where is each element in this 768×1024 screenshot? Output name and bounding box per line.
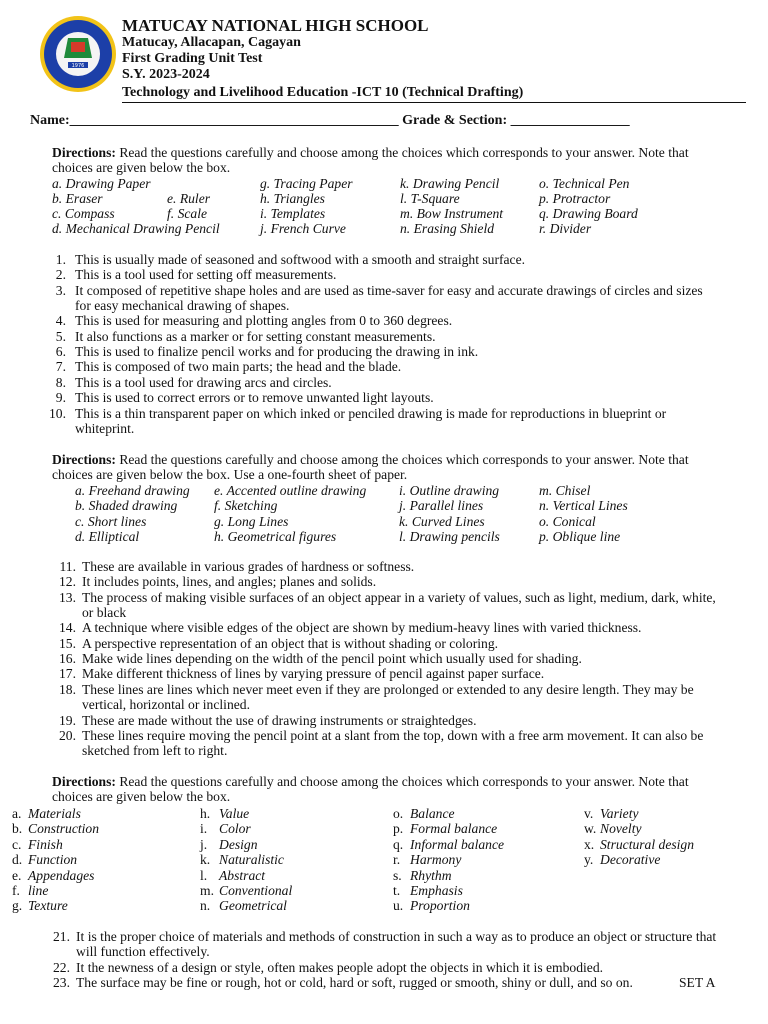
header-divider (122, 102, 746, 103)
choice-item: n. Vertical Lines (539, 498, 628, 513)
section1-directions: Directions: Read the questions carefully and choose among the choices which corresponds to your answer. Note that choices are given below the box. (52, 145, 689, 176)
choice-item: k. Drawing Pencil (400, 176, 500, 191)
choice-item: d. Elliptical (75, 529, 140, 544)
choice-item: k. Curved Lines (399, 514, 485, 529)
choice-item: b. Eraser (52, 191, 103, 206)
choice-item: l. Drawing pencils (399, 529, 500, 544)
choice-item: h. Geometrical figures (214, 529, 337, 544)
choice-item: m. Bow Instrument (400, 206, 504, 221)
choice-item: a. Freehand drawing (75, 483, 190, 498)
choice-item: o. Technical Pen (539, 176, 630, 191)
choice-item: e. Ruler (167, 191, 211, 206)
school-address: Matucay, Allacapan, Cagayan (122, 35, 301, 50)
choice-item: c. Short lines (75, 514, 147, 529)
choice-item: m. Chisel (539, 483, 591, 498)
school-year: S.Y. 2023-2024 (122, 67, 210, 82)
choice-item: i. Outline drawing (399, 483, 500, 498)
choice-item: q. Drawing Board (539, 206, 638, 221)
choice-item: f. Scale (167, 206, 208, 221)
school-logo (38, 14, 118, 94)
choice-item: c. Compass (52, 206, 115, 221)
choice-item: p. Oblique line (539, 529, 621, 544)
choice-item: j. French Curve (260, 221, 346, 236)
choice-item: o. Conical (539, 514, 596, 529)
set-label: SET A (679, 975, 716, 990)
name-grade-section-line: Name:_______________________________________________ Grade & Section: _________________ (30, 113, 630, 128)
choice-item: b. Shaded drawing (75, 498, 178, 513)
test-title: First Grading Unit Test (122, 51, 263, 66)
choice-item: r. Divider (539, 221, 592, 236)
choice-item: e. Accented outline drawing (214, 483, 367, 498)
choice-item: p. Protractor (539, 191, 611, 206)
school-name: MATUCAY NATIONAL HIGH SCHOOL (122, 16, 429, 35)
choice-item: j. Parallel lines (399, 498, 484, 513)
subject-title: Technology and Livelihood Education -ICT 10 (Technical Drafting) (122, 85, 524, 100)
section2-directions: Directions: Read the questions carefully and choose among the choices which corresponds to your answer. Note that choices are given below the box. Use a one-fourth sheet of paper. (52, 452, 689, 483)
choice-item: l. T-Square (400, 191, 460, 206)
svg-text:1976: 1976 (71, 63, 85, 69)
choice-item: g. Tracing Paper (260, 176, 353, 191)
section3-directions: Directions: Read the questions carefully and choose among the choices which corresponds to your answer. Note that choices are given below the box. (52, 774, 689, 805)
choice-item: n. Erasing Shield (400, 221, 495, 236)
choice-item: g. Long Lines (214, 514, 289, 529)
choice-item: h. Triangles (260, 191, 325, 206)
choice-item: i. Templates (260, 206, 326, 221)
choice-item: f. Sketching (214, 498, 278, 513)
choice-item: a. Drawing Paper (52, 176, 151, 191)
choice-item: d. Mechanical Drawing Pencil (52, 221, 220, 236)
